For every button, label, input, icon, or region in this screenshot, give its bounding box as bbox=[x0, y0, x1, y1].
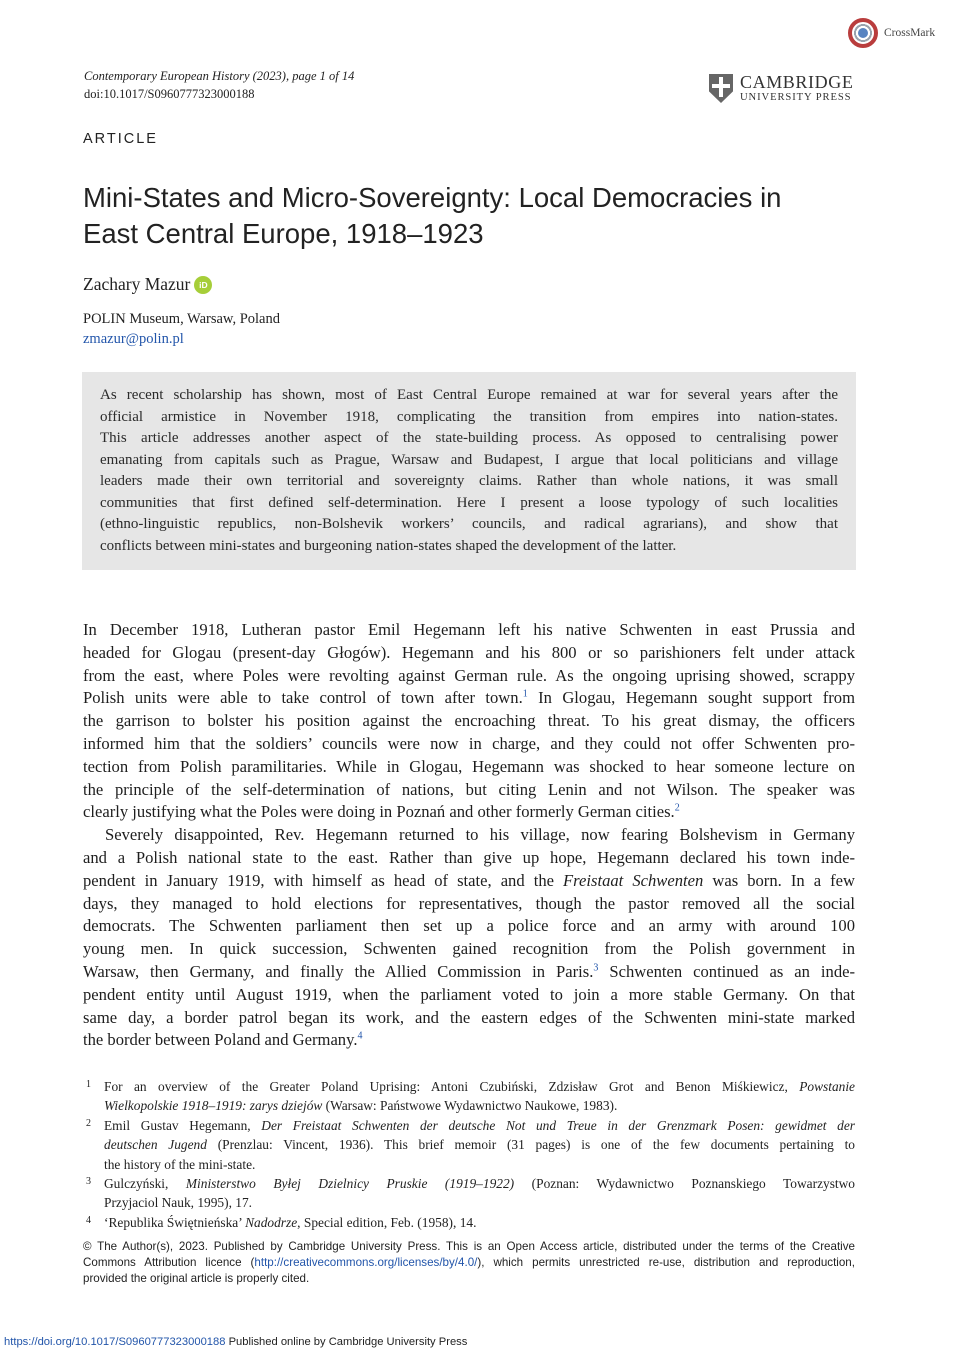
publisher-name-line1: CAMBRIDGE bbox=[740, 72, 854, 92]
footnote-ref-1[interactable]: 1 bbox=[522, 688, 528, 700]
author-row bbox=[83, 274, 212, 295]
footnote-line: the history of the mini-state. bbox=[104, 1156, 256, 1172]
footnote-number: 3 bbox=[86, 1176, 91, 1188]
license-text: Commons Attribution licence ( bbox=[83, 1255, 255, 1269]
body-line bbox=[83, 687, 855, 710]
body-text: Warsaw, then Germany, and finally the Allied Commission in Paris. bbox=[83, 961, 594, 981]
footnote-line: Gulczyński, Ministerstwo Byłej Dzielnicy Pruskie (1919–1922) (Poznan: Wydawnictwo Poznanskiego Towarzystwo bbox=[104, 1176, 855, 1192]
abstract-line: conflicts between mini-states and burgeoning nation-states shaped the development of the latter. bbox=[100, 537, 677, 554]
title-line: Mini-States and Micro-Sovereignty: Local Democracies in bbox=[83, 182, 782, 213]
body-text: was born. In a few bbox=[712, 870, 856, 890]
license-line bbox=[83, 1255, 855, 1271]
crossmark-badge[interactable] bbox=[846, 17, 946, 53]
footnote-line: ‘Republika Świętnieńska’ Nadodrze, Special edition, Feb. (1958), 14. bbox=[104, 1214, 477, 1230]
abstract-box bbox=[82, 372, 856, 570]
abstract-text bbox=[100, 385, 838, 557]
body-text: Polish units were able to take control of town after town. bbox=[83, 688, 523, 708]
body-text: Schwenten continued as an inde- bbox=[609, 961, 856, 981]
footnote-line: Emil Gustav Hegemann, Der Freistaat Schwenten der deutsche Not und Treue in der Grenzmark Posen: gewidmet der bbox=[104, 1117, 855, 1133]
crossmark-icon bbox=[848, 18, 878, 48]
footer-published-text: Published online by Cambridge University Press bbox=[225, 1336, 468, 1348]
footnotes bbox=[83, 1077, 855, 1232]
license-link[interactable]: http://creativecommons.org/licenses/by/4.0/ bbox=[254, 1255, 478, 1269]
body-text: clearly justifying what the Poles were doing in Poznań and other formerly German cities. bbox=[83, 802, 675, 822]
license-text: ), which permits unrestricted re-use, distribution and reproduction, bbox=[477, 1255, 855, 1269]
author-email-link[interactable]: zmazur@polin.pl bbox=[83, 331, 184, 347]
footnote bbox=[83, 1116, 855, 1174]
body-line: informed him that the soldiers’ councils were now in charge, and they could not offer Schwenten pro- bbox=[83, 733, 855, 753]
article-type-label: ARTICLE bbox=[83, 131, 158, 147]
body-text: the border between Poland and Germany. bbox=[83, 1030, 358, 1050]
body-text: In Glogau, Hegemann sought support from bbox=[538, 688, 856, 708]
footnote-number: 1 bbox=[86, 1079, 91, 1090]
abstract-line: As recent scholarship has shown, most of East Central Europe remained at war for several years after the bbox=[100, 387, 838, 403]
body-text: pendent in January 1919, with himself as head of state, and the bbox=[83, 870, 554, 890]
abstract-line: communities that first defined self-determination. Here I present a loose typology of such localities bbox=[100, 494, 838, 511]
author-affiliation: POLIN Museum, Warsaw, Poland bbox=[83, 311, 280, 327]
cambridge-shield-icon bbox=[709, 74, 733, 103]
abstract-line: leaders made their own territorial and sovereignty claims. Rather than whole nations, it was small bbox=[100, 473, 838, 489]
body-line: and a Polish national state to the east. Rather than give up hope, Hegemann declared his town inde- bbox=[83, 847, 855, 867]
body-line bbox=[83, 801, 855, 824]
footnote-line: Przyjaciol Nauk, 1995), 17. bbox=[104, 1195, 253, 1211]
body-line: the garrison to bolster his position against the encroaching threat. To his great dismay, the officers bbox=[83, 711, 855, 731]
publisher-name-line2: UNIVERSITY PRESS bbox=[740, 92, 852, 103]
footnote-ref-2[interactable]: 2 bbox=[674, 802, 680, 814]
footnote-line: deutschen Jugend (Prenzlau: Vincent, 1936). This brief memoir (31 pages) is one of the few documents pertaining to bbox=[104, 1137, 855, 1153]
orcid-icon[interactable]: iD bbox=[194, 276, 212, 294]
article-title bbox=[83, 180, 873, 252]
footnote-line: For an overview of the Greater Poland Uprising: Antoni Czubiński, Zdzisław Grot and Benon Miśkiewicz, Powstanie bbox=[104, 1079, 855, 1094]
footnote-number: 4 bbox=[86, 1214, 91, 1226]
title-line: East Central Europe, 1918–1923 bbox=[83, 218, 484, 249]
license-line: provided the original article is properly cited. bbox=[83, 1271, 310, 1285]
body-line bbox=[83, 1029, 855, 1052]
body-line: the principle of the self-determination of nations, but citing Lenin and not Wilson. The speaker was bbox=[83, 779, 855, 799]
abstract-line: This article addresses another aspect of the state-building process. As opposed to centralising power bbox=[100, 430, 838, 446]
license-line: © The Author(s), 2023. Published by Cambridge University Press. This is an Open Access article, distributed under the terms of the Creative bbox=[83, 1240, 855, 1253]
body-line bbox=[83, 961, 855, 984]
body-line: Severely disappointed, Rev. Hegemann returned to his village, now fearing Bolshevism in Germany bbox=[105, 825, 855, 845]
article-body bbox=[83, 619, 855, 1052]
footer-doi-link[interactable]: https://doi.org/10.1017/S0960777323000188 bbox=[4, 1336, 226, 1348]
footnote-line: Wielkopolskie 1918–1919: zarys dziejów (Warsaw: Państwowe Wydawnictwo Naukowe, 1983). bbox=[104, 1098, 618, 1114]
journal-citation: Contemporary European History (2023), page 1 of 14 bbox=[84, 69, 355, 83]
abstract-line: official armistice in November 1918, complicating the transition from empires into nation-states. bbox=[100, 408, 838, 425]
crossmark-label: CrossMark bbox=[884, 27, 936, 39]
author-name: Zachary Mazur bbox=[83, 274, 191, 294]
body-line: days, they managed to hold elections for representatives, though the pastor removed all the social bbox=[83, 893, 855, 913]
footnote-ref-3[interactable]: 3 bbox=[593, 962, 599, 974]
body-italic-text: Freistaat Schwenten bbox=[563, 870, 704, 890]
publisher-logo bbox=[709, 73, 859, 107]
body-line: same day, a border patrol began its work, and the eastern edges of the Schwenten mini-state marked bbox=[83, 1007, 855, 1027]
footnote-number: 2 bbox=[86, 1117, 91, 1129]
body-line: democrats. The Schwenten parliament then set up a police force and an army with around 100 bbox=[83, 916, 855, 936]
body-line: from the east, where Poles were revolting against German rule. As the ongoing uprising showed, scrappy bbox=[83, 665, 855, 685]
body-line bbox=[83, 870, 855, 893]
article-doi: doi:10.1017/S0960777323000188 bbox=[84, 87, 255, 101]
footnote bbox=[83, 1174, 855, 1213]
body-line: pendent entity until August 1919, when the parliament voted to join a more stable Germany. On that bbox=[83, 984, 855, 1004]
abstract-line: (ethno-linguistic republics, non-Bolshevik workers’ councils, and radical agrarians), and show that bbox=[100, 516, 838, 532]
body-line: In December 1918, Lutheran pastor Emil Hegemann left his native Schwenten in east Prussia and bbox=[83, 620, 855, 639]
body-line: young men. In quick succession, Schwenten gained recognition from the Polish government in bbox=[83, 939, 855, 959]
body-line: headed for Glogau (present-day Głogów). Hegemann and his 800 or so parishioners felt under attack bbox=[83, 642, 855, 662]
abstract-line: emanating from capitals such as Prague, Warsaw and Budapest, I argue that local politicians and village bbox=[100, 451, 838, 468]
footnote bbox=[83, 1077, 855, 1116]
footnote-ref-4[interactable]: 4 bbox=[357, 1030, 363, 1042]
page-footer bbox=[4, 1336, 467, 1348]
body-line: tection from Polish paramilitaries. While in Glogau, Hegemann was shocked to hear someone lecture on bbox=[83, 756, 855, 776]
license-notice bbox=[83, 1239, 855, 1286]
footnote bbox=[83, 1213, 855, 1232]
